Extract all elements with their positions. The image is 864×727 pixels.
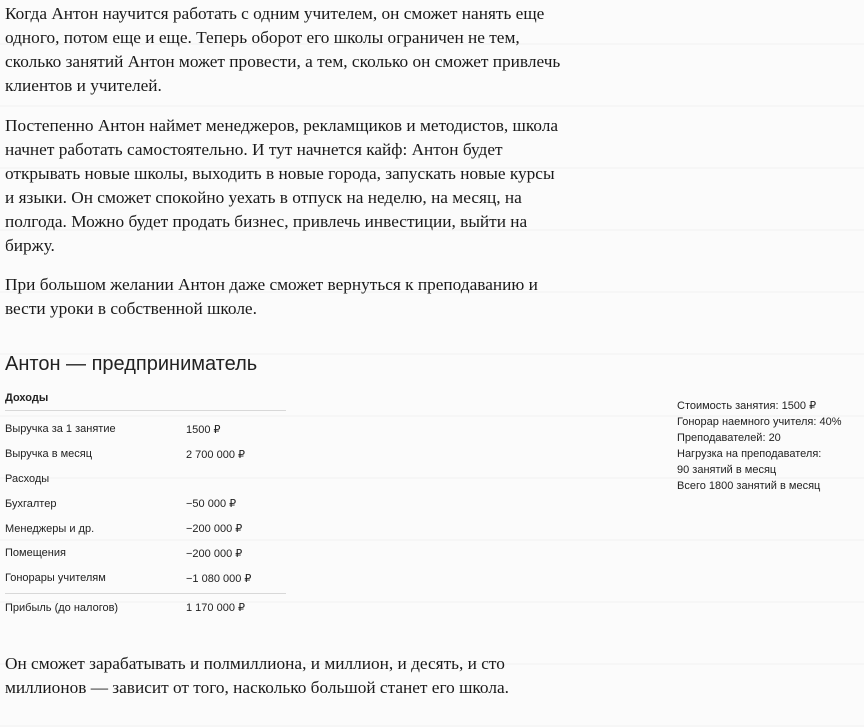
table-row <box>5 442 286 467</box>
table-row <box>5 417 286 442</box>
paragraph-growth: Постепенно Антон наймет менеджеров, рекламщиков и методистов, школа начнет работать самостоятельно. И тут начнется кайф: Антон будет открывать новые школы, выходить в новые города, запускать новые курсы и языки. Он сможет спокойно уехать в отпуск на неделю, на месяц, на полгода. Можно будет продать бизнес, привлечь инвестиции, выйти на биржу. <box>5 116 559 255</box>
table-row <box>5 566 286 591</box>
profit-row <box>5 594 286 622</box>
table-row <box>5 467 286 492</box>
row-value: 2 700 000 ₽ <box>186 448 245 461</box>
row-label: Менеджеры и др. <box>5 522 95 535</box>
row-label: Гонорары учителям <box>5 572 106 585</box>
profit-label: Прибыль (до налогов) <box>5 601 119 614</box>
table-row <box>5 541 286 566</box>
income-table <box>5 390 286 622</box>
assumption-line: Гонорар наемного учителя: 40% <box>677 416 842 428</box>
row-label: Расходы <box>5 472 50 485</box>
row-value: −1 080 000 ₽ <box>186 572 252 585</box>
assumption-line: Всего 1800 занятий в месяц <box>677 480 821 492</box>
assumption-line: Нагрузка на преподавателя: <box>677 448 822 460</box>
assumption-line: Преподавателей: 20 <box>677 432 781 444</box>
table-row <box>5 516 286 541</box>
row-value: 1500 ₽ <box>186 423 221 436</box>
paragraph-teaching: При большом желании Антон даже сможет вернуться к преподаванию и вести уроки в собственной школе. <box>5 275 538 318</box>
profit-value: 1 170 000 ₽ <box>186 602 245 615</box>
income-table-header: Доходы <box>5 390 286 411</box>
table-row <box>5 491 286 516</box>
row-label: Выручка за 1 занятие <box>5 423 116 436</box>
paragraph-earnings: Он сможет зарабатывать и полмиллиона, и миллион, и десять, и сто миллионов — зависит от того, насколько большой станет его школа. <box>5 654 509 697</box>
assumption-line: Стоимость занятия: 1500 ₽ <box>677 400 817 412</box>
assumptions-note <box>677 398 842 494</box>
row-value: −200 000 ₽ <box>186 523 243 536</box>
paragraph-hiring: Когда Антон научится работать с одним учителем, он сможет нанять еще одного, потом еще и еще. Теперь оборот его школы ограничен не тем, сколько занятий Антон может провести, а тем, сколько он сможет привлечь клиентов и учителей. <box>5 4 561 95</box>
row-value: −50 000 ₽ <box>186 498 237 511</box>
row-label: Бухгалтер <box>5 497 57 510</box>
row-label: Помещения <box>5 547 66 560</box>
row-value: −200 000 ₽ <box>186 547 243 560</box>
assumption-line: 90 занятий в месяц <box>677 464 777 476</box>
row-label: Выручка в месяц <box>5 448 93 461</box>
section-title: Антон — предприниматель <box>5 353 258 375</box>
